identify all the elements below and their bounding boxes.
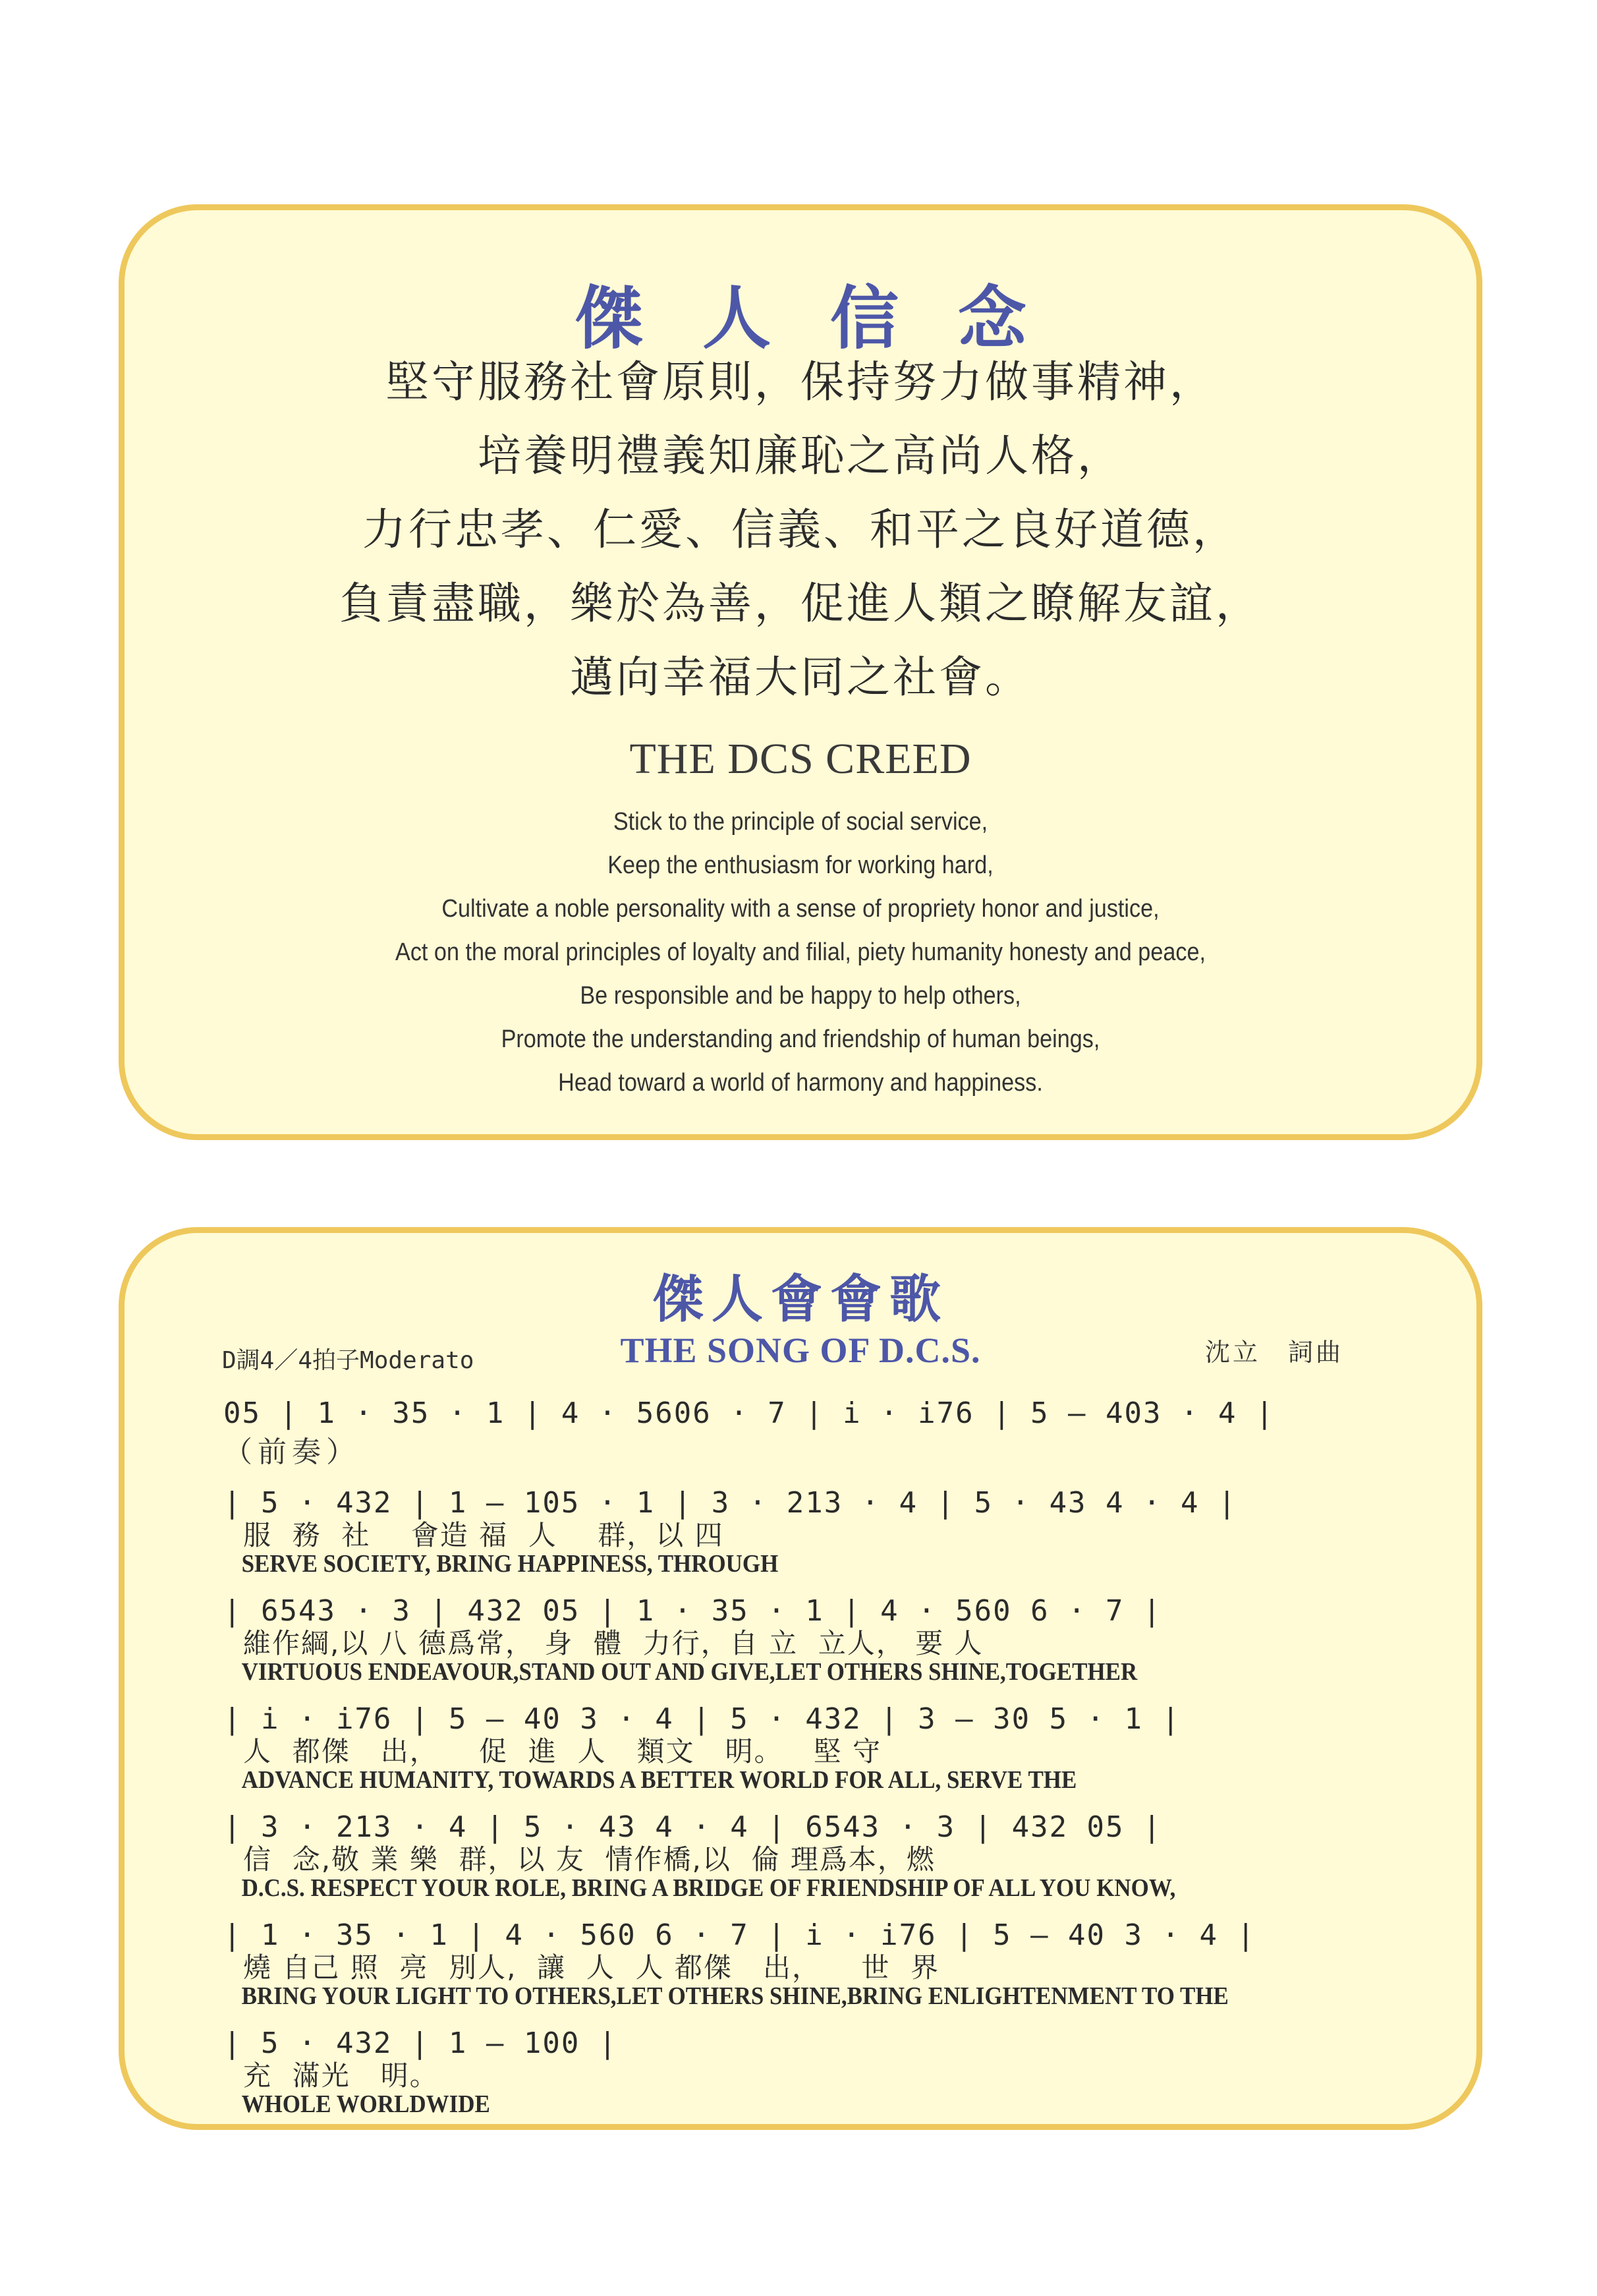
score-line [223,1916,1429,2011]
creed-chinese-line: 培養明禮義知廉恥之高尚人格， [478,430,1123,481]
song-author: 沈立 詞曲 [1205,1338,1344,1367]
score-line [223,1484,1429,1579]
notation-line: | 5 · 432 | 1 — 105 · 1 | 3 · 213 · 4 | 5 · 43 4 · 4 | [223,1486,1237,1520]
creed-english-line: Be responsible and be happy to help others, [580,982,1021,1010]
english-lyric-line: ADVANCE HUMANITY, TOWARDS A BETTER WORLD FOR ALL, SERVE THE [241,1766,1077,1794]
creed-chinese-line: 堅守服務社會原則，保持努力做事精神， [385,357,1216,407]
notation-line: | 6543 · 3 | 432 05 | 1 · 35 · 1 | 4 · 560 6 · 7 | [223,1594,1162,1628]
chinese-lyric-line: 服 務 社 會造 福 人 群，以 四 [243,1519,724,1551]
english-lyric-line: SERVE SOCIETY, BRING HAPPINESS, THROUGH [241,1550,779,1578]
english-lyric-line: WHOLE WORLDWIDE [241,2090,490,2118]
creed-english-line: Stick to the principle of social service, [613,808,988,836]
intro-label: （前奏） [223,1435,360,1469]
creed-card [119,204,1482,1140]
song-card [119,1227,1482,2130]
notation-line: | 1 · 35 · 1 | 4 · 560 6 · 7 | i · i76 | 5 — 40 3 · 4 | [223,1918,1256,1952]
creed-chinese-title: 傑人信念 [574,277,1086,359]
creed-chinese-text [125,345,1476,714]
notation-line: | 5 · 432 | 1 — 100 | [223,2026,618,2060]
creed-english-line: Head toward a world of harmony and happiness. [558,1069,1043,1097]
creed-english-text [125,800,1476,1105]
chinese-lyric-line: 燒 自己 照 亮 別人, 讓 人 人 都傑 出， 世 界 [243,1951,940,1984]
chinese-lyric-line: 人 都傑 出， 促 進 人 類文 明。 堅 守 [243,1735,882,1767]
notation-line: | 3 · 213 · 4 | 5 · 43 4 · 4 | 6543 · 3 | 432 05 | [223,1810,1162,1844]
song-score [223,1394,1429,2133]
score-line [223,1592,1429,1687]
english-lyric-line: BRING YOUR LIGHT TO OTHERS,LET OTHERS SHINE,BRING ENLIGHTENMENT TO THE [241,1982,1229,2010]
chinese-lyric-line: 信 念,敬 業 樂 群，以 友 情作橋,以 倫 理爲本，燃 [243,1843,936,1876]
chinese-lyric-line: 充 滿光 明。 [243,2059,439,2092]
creed-chinese-line: 邁向幸福大同之社會。 [570,652,1031,703]
english-lyric-line: D.C.S. RESPECT YOUR ROLE, BRING A BRIDGE OF FRIENDSHIP OF ALL YOU KNOW, [241,1874,1176,1902]
english-lyric-line: VIRTUOUS ENDEAVOUR,STAND OUT AND GIVE,LET OTHERS SHINE,TOGETHER [241,1658,1138,1686]
score-line [223,1808,1429,1903]
score-line [223,1700,1429,1795]
song-chinese-title: 傑人會會歌 [652,1269,949,1329]
chinese-lyric-line: 維作綱,以 八 德爲常， 身 體 力行，自 立 立人， 要 人 [243,1627,984,1659]
creed-english-line: Promote the understanding and friendship of human beings, [501,1025,1100,1053]
creed-english-line: Keep the enthusiasm for working hard, [607,851,994,879]
creed-english-line: Cultivate a noble personality with a sense of propriety honor and justice, [441,895,1160,923]
creed-chinese-line: 負責盡職，樂於為善，促進人類之瞭解友誼， [339,578,1262,629]
creed-chinese-line: 力行忠孝、仁愛、信義、和平之良好道德， [362,504,1239,555]
creed-english-title: THE DCS CREED [629,735,972,783]
intro-notation: 05 | 1 · 35 · 1 | 4 · 5606 · 7 | i · i76 | 5 — 403 · 4 | [223,1396,1275,1430]
song-key-tempo: D調4／4拍子Moderato [222,1347,474,1374]
song-english-title: THE SONG OF D.C.S. [620,1331,981,1370]
creed-english-line: Act on the moral principles of loyalty and filial, piety humanity honesty and peace, [395,938,1206,966]
score-line [223,2024,1429,2119]
notation-line: | i · i76 | 5 — 40 3 · 4 | 5 · 432 | 3 — 30 5 · 1 | [223,1702,1181,1736]
